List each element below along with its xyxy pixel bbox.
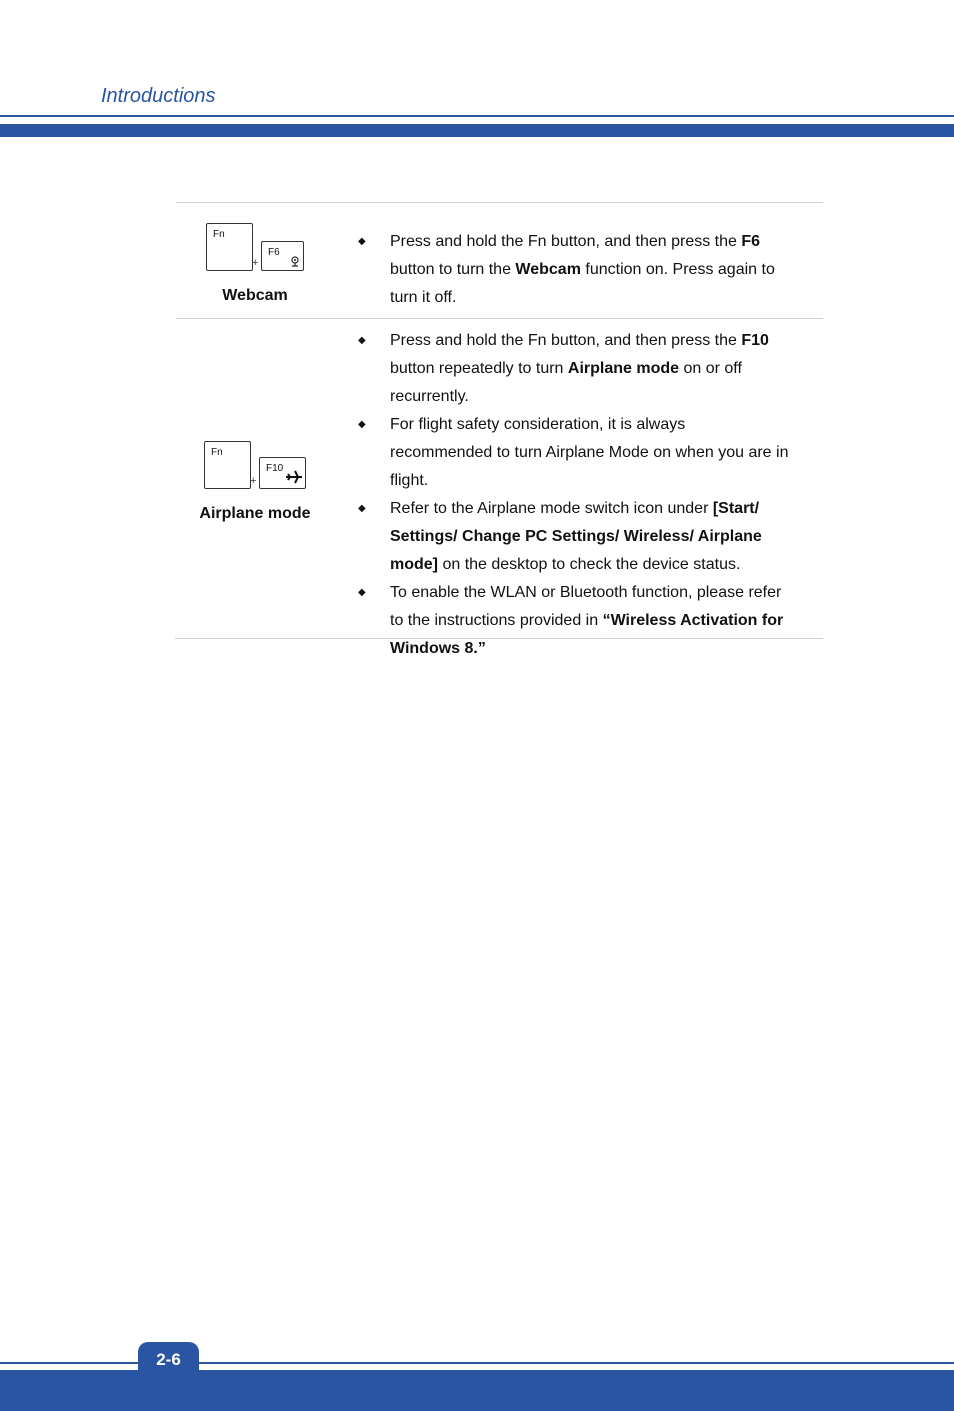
f6-key	[261, 241, 304, 271]
bold-run: Webcam	[515, 261, 581, 278]
f10-key	[259, 457, 306, 489]
diamond-bullet-icon: ◆	[358, 587, 366, 598]
list-item	[358, 495, 790, 579]
bold-run: Airplane mode	[567, 360, 680, 377]
header-band	[0, 124, 954, 137]
text-run: function on. Press again to turn it off.	[390, 261, 775, 306]
bold-run: F10	[741, 332, 769, 349]
plus-sign: +	[252, 257, 259, 269]
header-rule	[0, 115, 954, 117]
fn-key	[206, 223, 253, 271]
page-number: 2-6	[156, 1350, 181, 1369]
section-title: Introductions	[101, 85, 216, 107]
text-run: button to turn the	[390, 261, 516, 278]
plus-sign: +	[250, 475, 257, 487]
text-run: button repeatedly to turn	[390, 360, 568, 377]
diamond-bullet-icon: ◆	[358, 335, 366, 346]
text-run: Refer to the Airplane mode switch icon under	[390, 500, 713, 517]
list-item	[358, 228, 790, 312]
webcam-key-combo	[206, 223, 306, 273]
table-top-rule	[176, 202, 823, 203]
webcam-label: Webcam	[222, 287, 288, 304]
airplane-description	[358, 327, 790, 663]
list-item	[358, 579, 790, 663]
text-run: Press and hold the Fn button, and then press the	[390, 233, 742, 250]
list-item	[358, 411, 790, 495]
diamond-bullet-icon: ◆	[358, 236, 366, 247]
f6-key-label: F6	[268, 247, 280, 258]
fn-key-label: Fn	[213, 229, 225, 240]
f10-key-label: F10	[266, 463, 284, 474]
webcam-description	[358, 228, 790, 312]
text-run: To enable the WLAN or Bluetooth function, please refer to the instructions provided in	[390, 584, 782, 629]
diamond-bullet-icon: ◆	[358, 503, 366, 514]
fn-key-label: Fn	[211, 447, 223, 458]
text-run: on the desktop to check the device status.	[438, 556, 741, 573]
text-run: on or off recurrently.	[390, 360, 742, 405]
fn-key	[204, 441, 251, 489]
bold-run: [Start/ Settings/ Change PC Settings/ Wireless/ Airplane mode]	[390, 500, 762, 573]
bold-run: “Wireless Activation for Windows 8.”	[390, 612, 784, 657]
list-item	[358, 327, 790, 411]
text-run: Press and hold the Fn button, and then press the	[390, 332, 742, 349]
table-bottom-rule	[175, 638, 823, 639]
text-run: For flight safety consideration, it is always recommended to turn Airplane Mode on when you are in flight.	[390, 416, 789, 489]
airplane-mode-label: Airplane mode	[199, 505, 311, 522]
airplane-key-combo	[204, 441, 308, 491]
bold-run: F6	[741, 233, 761, 250]
diamond-bullet-icon: ◆	[358, 419, 366, 430]
row-divider	[176, 318, 823, 319]
webcam-icon	[289, 255, 301, 267]
airplane-icon	[285, 469, 303, 485]
